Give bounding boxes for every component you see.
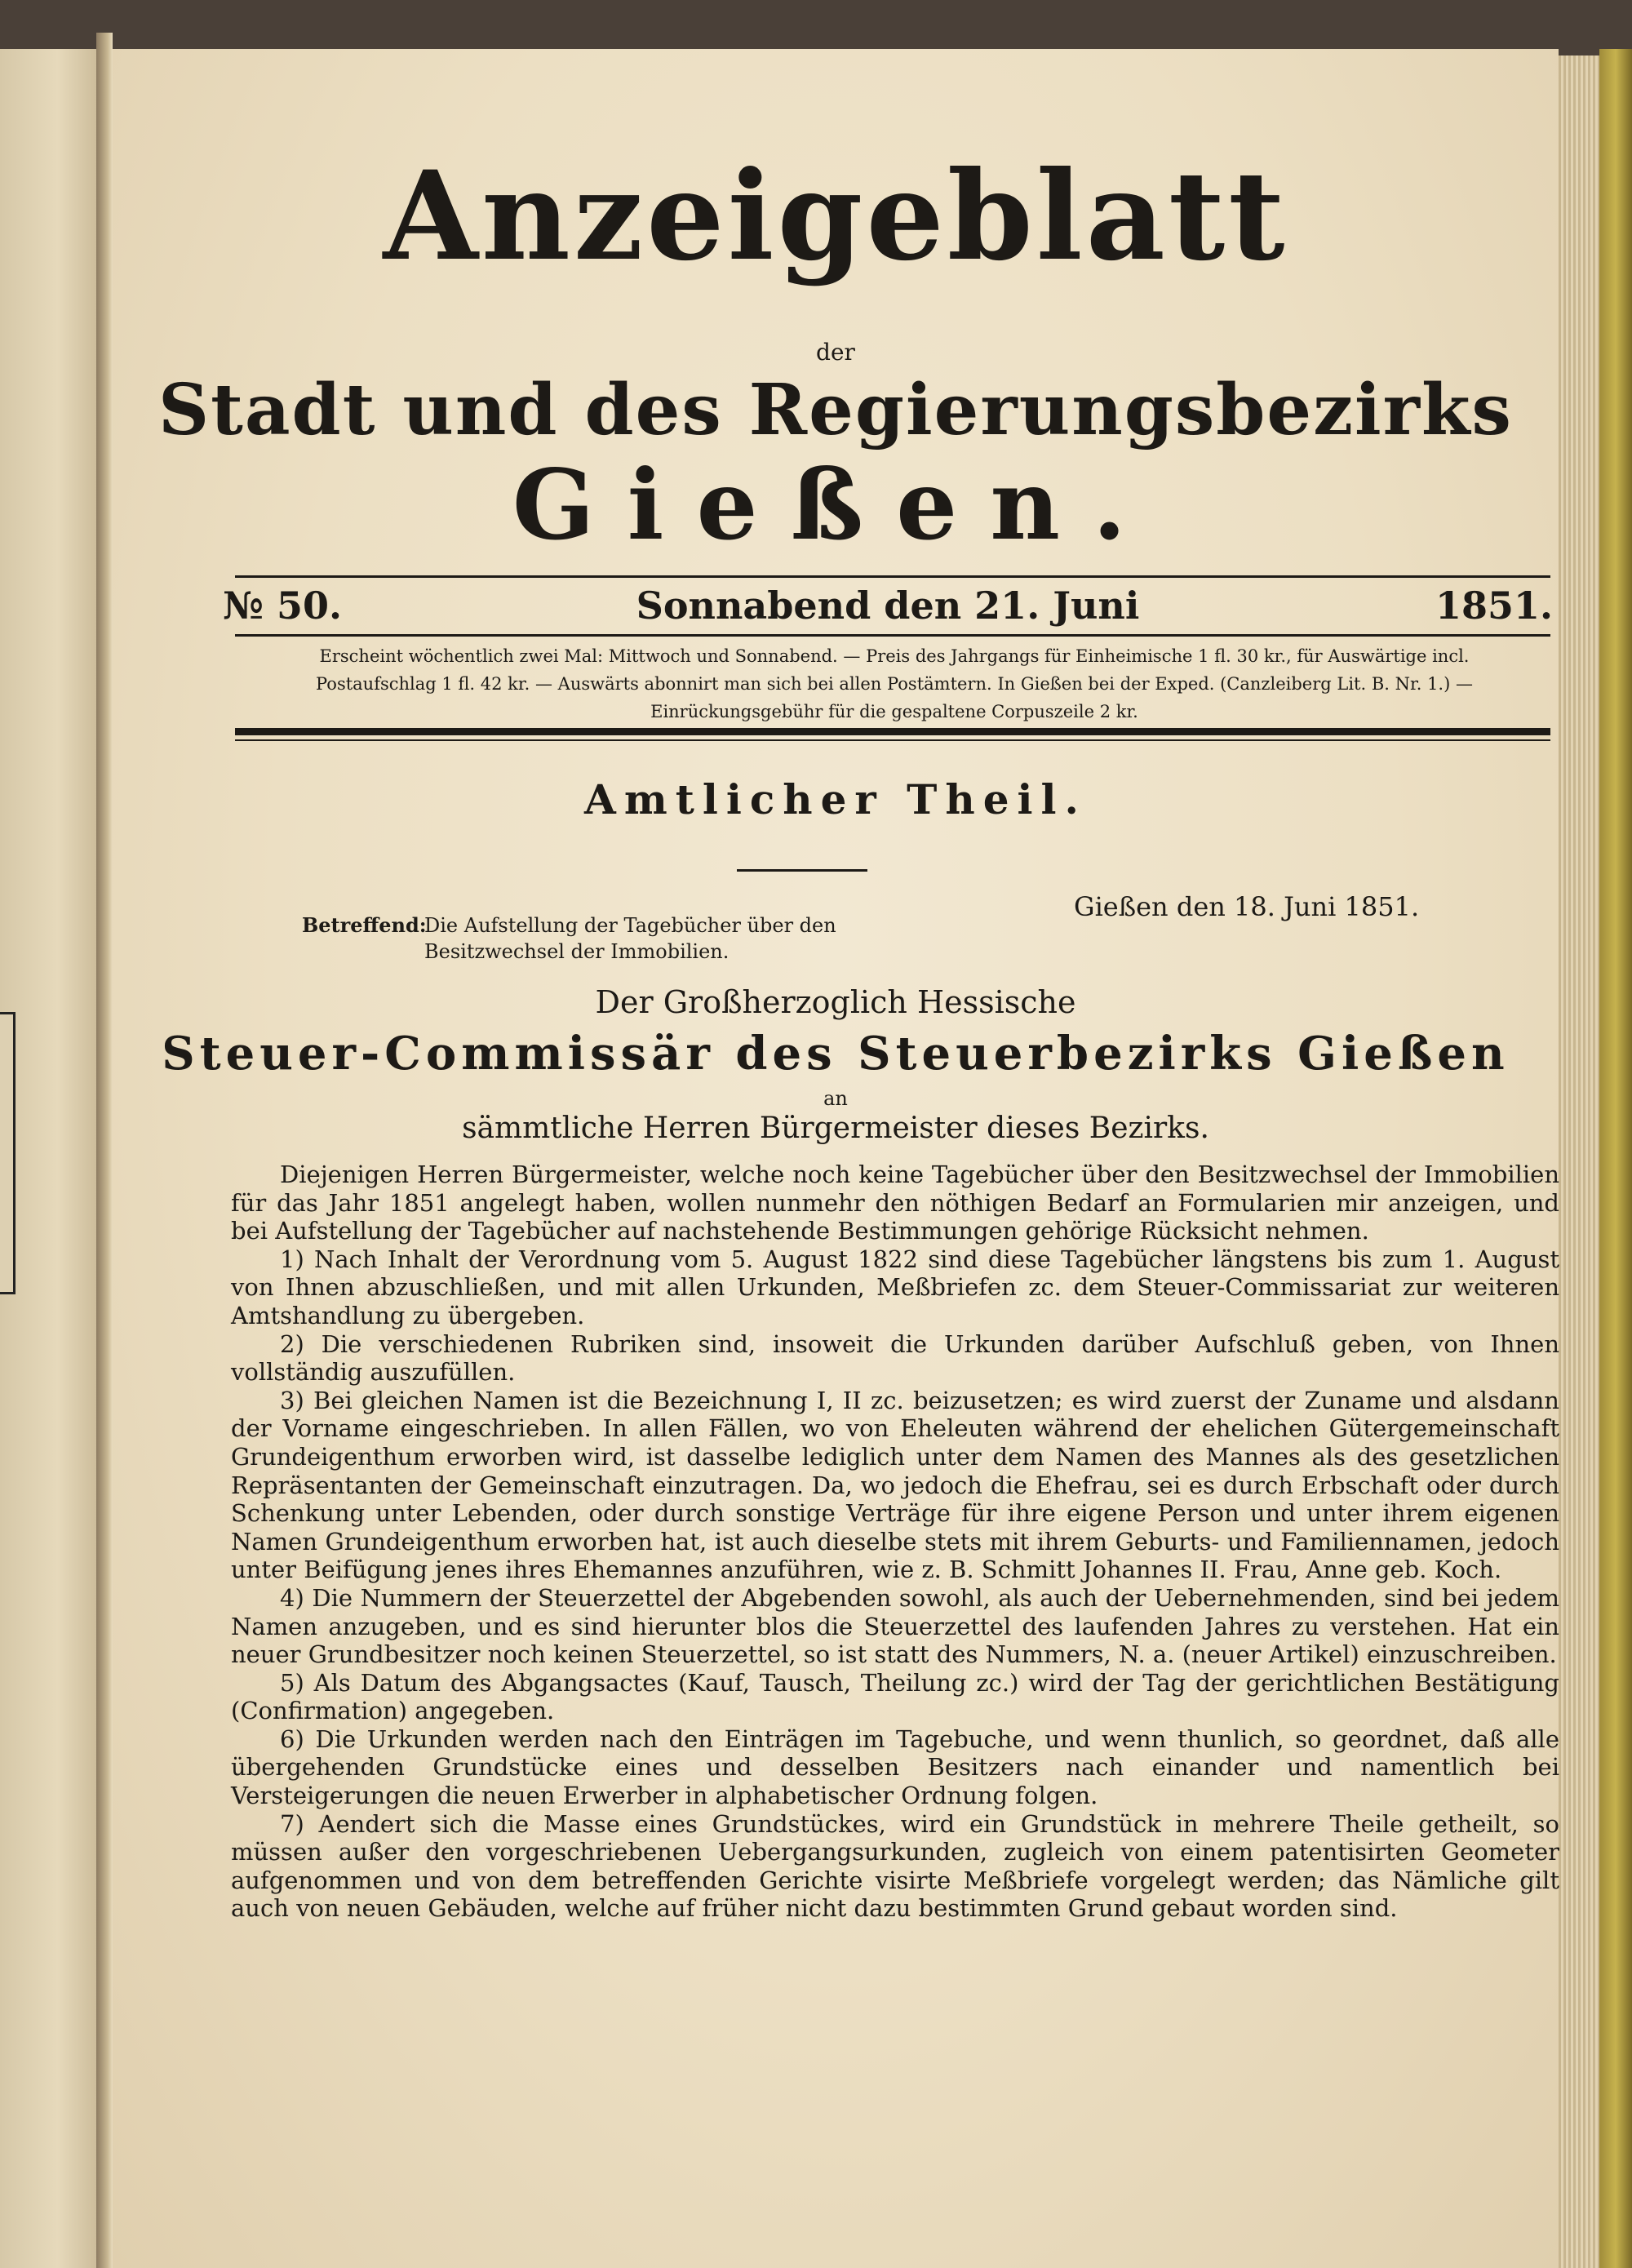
sender-line-1: Der Großherzoglich Hessische [595,984,1076,1020]
dateline [223,584,1553,632]
paragraph: 3) Bei gleichen Namen ist die Bezeichnung I, II zc. beizusetzen; es wird zuerst der Zuname und alsdann der Vorname eingeschrieben. In allen Fällen, wo von Eheleuten während der ehelichen Gütergemeinschaft Grundeigenthum erworben wird, ist dasselbe lediglich unter dem Namen des Mannes als des gesetzlichen Repräsentanten der Gemeinschaft einzutragen. Da, wo jedoch die Ehefrau, sei es durch Erbschaft oder durch Schenkung unter Lebenden, oder durch sonstige Verträge für ihre eigene Person und unter ihrem eigenen Namen Grundeigenthum erworben hat, ist auch dieselbe stets mit ihrem Geburts- und Familiennamen, jedoch unter Beifügung jenes ihres Ehemannes anzuführen, wie z. B. Schmitt Johannes II. Frau, Anne geb. Koch. [231,1386,1559,1584]
paragraph: Diejenigen Herren Bürgermeister, welche noch keine Tagebücher über den Besitzwechsel der Immobilien für das Jahr 1851 angelegt haben, wollen nunmehr den nöthigen Bedarf an Formularien mir anzeigen, und bei Aufstellung der Tagebücher auf nachstehende Bestimmungen gehörige Rücksicht nehmen. [231,1161,1559,1245]
subscription-line: Einrückungsgebühr für die gespaltene Corpuszeile 2 kr. [650,702,1138,721]
left-page-edge [0,49,96,2268]
notice-subject [302,912,1036,965]
subscription-line: Postaufschlag 1 fl. 42 kr. — Auswärts abonnirt man sich bei allen Postämtern. In Gießen bei der Exped. (Canzleiberg Lit. B. Nr. 1.) — [316,674,1473,694]
paragraph: 5) Als Datum des Abgangsactes (Kauf, Tausch, Theilung zc.) wird der Tag der gerichtlichen Bestätigung (Confirmation) angegeben. [231,1668,1559,1725]
notice-place-date: Gießen den 18. Juni 1851. [1074,891,1420,922]
issue-date: Sonnabend den 21. Juni [636,584,1140,628]
paragraph: 1) Nach Inhalt der Verordnung vom 5. August 1822 sind diese Tagebücher längstens bis zum 1. August von Ihnen abzuschließen, und mit allen Urkunden, Meßbriefen zc. dem Steuer-Commissariat zur weiteren Amtshandlung zu übergeben. [231,1245,1559,1329]
masthead-der: der [816,339,855,366]
issue-number: № 50. [223,584,343,628]
newspaper-page [113,49,1559,2268]
masthead-city: Gießen. [512,448,1160,561]
header-thin-rule [235,739,1550,741]
recipient-an: an [823,1087,848,1110]
dateline-top-rule [235,575,1550,578]
section-divider [737,869,867,872]
subject-label: Betreffend: [302,913,427,937]
paragraph: 4) Die Nummern der Steuerzettel der Abgebenden sowohl, als auch der Uebernehmenden, sind bei jedem Namen anzugeben, und es sind hierunter blos die Steuerzettel des laufenden Jahres zu verstehen. Hat ein neuer Grundbesitzer noch keinen Steuerzettel, so ist statt des Nummers, N. a. (neuer Artikel) einzuschreiben. [231,1583,1559,1669]
paragraph: 6) Die Urkunden werden nach den Einträgen im Tagebuche, und wenn thunlich, so geordnet, daß alle übergehenden Grundstücke eines und desselben Besitzers nach einander und namentlich bei Versteigerungen die neuen Erwerber in alphabetischer Ordnung folgen. [231,1724,1559,1810]
left-page-bracket [0,1012,16,1294]
subscription-info [233,642,1555,726]
dateline-bottom-rule [235,634,1550,637]
subject-text: Die Aufstellung der Tagebücher über den Besitzwechsel der Immobilien. [424,914,836,963]
paragraph: 2) Die verschiedenen Rubriken sind, insoweit die Urkunden darüber Aufschluß geben, von Ihnen vollständig auszufüllen. [231,1329,1559,1387]
masthead-subtitle: Stadt und des Regierungsbezirks [158,369,1513,451]
book-spine [1599,49,1632,2268]
issue-year: 1851. [1435,584,1553,628]
masthead-title: Anzeigeblatt [383,144,1288,288]
subscription-line: Erscheint wöchentlich zwei Mal: Mittwoch und Sonnabend. — Preis des Jahrgangs für Einheimische 1 fl. 30 kr., für Auswärtige incl. [319,646,1470,666]
paragraph: 7) Aendert sich die Masse eines Grundstückes, wird ein Grundstück in mehrere Theile getheilt, so müssen außer den vorgeschriebenen Uebergangsurkunden, zugleich von einem patentisirten Geometer aufgenommen und von dem betreffenden Gerichte visirte Meßbriefe vorgelegt werden; das Nämliche gilt auch von neuen Gebäuden, welche auf früher nicht dazu bestimmten Grund gebaut worden sind. [231,1809,1559,1923]
notice-body [231,1161,1559,1923]
book-gutter [96,33,113,2268]
recipient-line: sämmtliche Herren Bürgermeister dieses Bezirks. [462,1112,1209,1145]
sender-line-2: Steuer-Commissär des Steuerbezirks Gießen [162,1027,1510,1081]
section-title: Amtlicher Theil. [584,775,1087,823]
header-thick-rule [235,728,1550,735]
